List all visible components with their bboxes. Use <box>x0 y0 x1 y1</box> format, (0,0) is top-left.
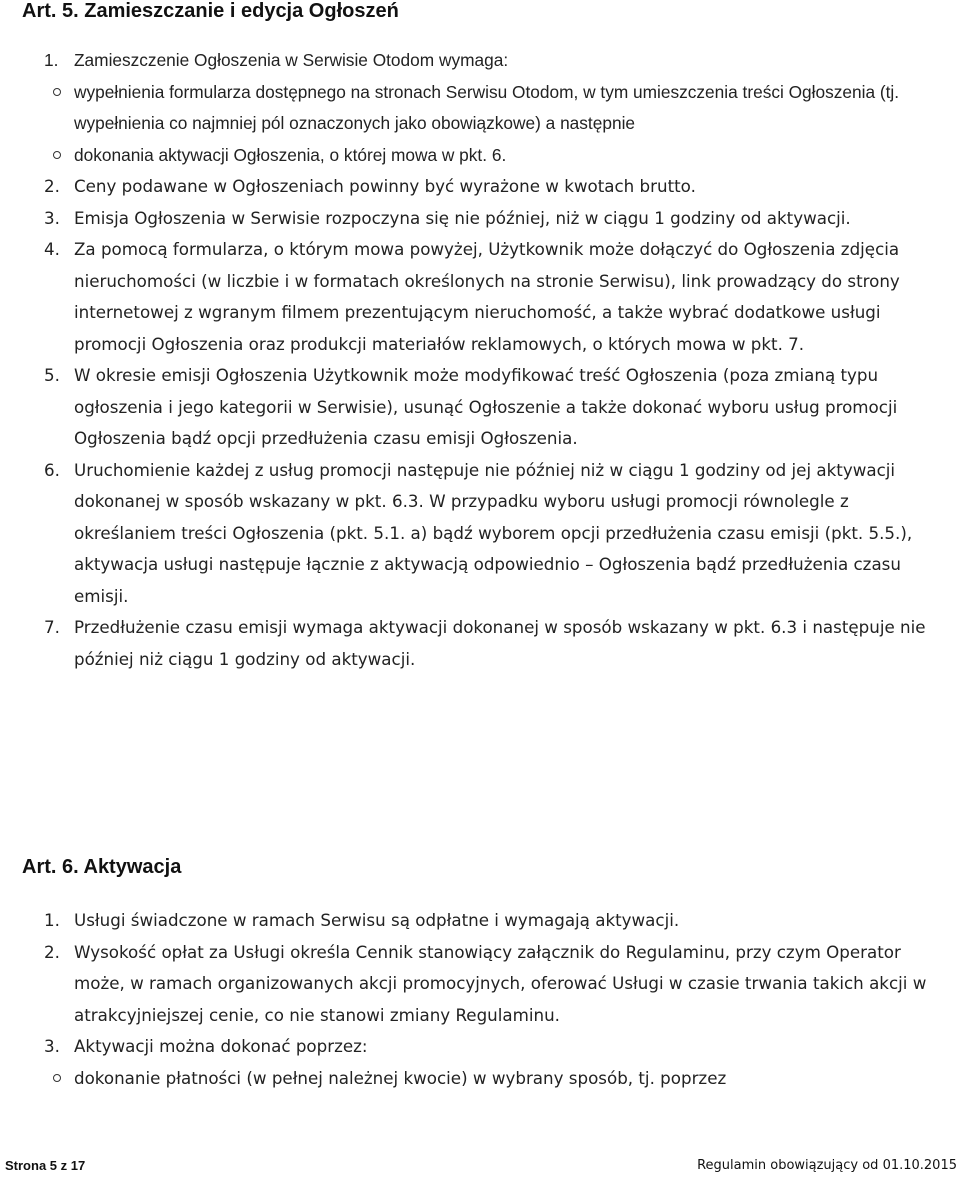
list-item <box>22 905 942 937</box>
list-item <box>22 171 942 203</box>
item-number: 4. <box>44 239 60 259</box>
item-number: 7. <box>44 617 60 637</box>
list-item <box>22 1031 942 1094</box>
list-item <box>22 45 942 171</box>
item-number: 2. <box>44 176 60 196</box>
list-item <box>22 455 942 613</box>
article-5-list <box>22 45 942 675</box>
item-text: Przedłużenie czasu emisji wymaga aktywacji dokonanej w sposób wskazany w pkt. 6.3 i następuje nie później niż ciągu 1 godziny od aktywacji. <box>74 617 926 669</box>
list-item <box>22 937 942 1032</box>
list-item <box>22 203 942 235</box>
sub-item-text: dokonania aktywacji Ogłoszenia, o której mowa w pkt. 6. <box>74 144 507 165</box>
item-number: 3. <box>44 1036 60 1056</box>
item-text: Uruchomienie każdej z usług promocji następuje nie później niż w ciągu 1 godziny od jej aktywacji dokonanej w sposób wskazany w pkt. 6.3. W przypadku wyboru usługi promocji równolegle z określaniem treści Ogłoszenia (pkt. 5.1. a) bądź wyborem opcji przedłużenia czasu emisji (pkt. 5.5.), aktywacja usługi następuje łącznie z aktywacją odpowiednio – Ogłoszenia bądź przedłużenia czasu emisji. <box>74 459 913 606</box>
item-text: Aktywacji można dokonać poprzez: <box>74 1036 368 1056</box>
article-5-heading: Art. 5. Zamieszczanie i edycja Ogłoszeń <box>22 0 399 22</box>
item-text: Emisja Ogłoszenia w Serwisie rozpoczyna się nie później, niż w ciągu 1 godziny od aktywacji. <box>74 207 851 228</box>
article-6-heading: Art. 6. Aktywacja <box>22 856 182 878</box>
article-6-list <box>22 905 942 1094</box>
item-text: W okresie emisji Ogłoszenia Użytkownik może modyfikować treść Ogłoszenia (poza zmianą typu ogłoszenia i jego kategorii w Serwisie), usunąć Ogłoszenie a także dokonać wyboru usług promocji Ogłoszenia bądź opcji przedłużenia czasu emisji Ogłoszenia. <box>74 365 898 448</box>
sub-item-text: wypełnienia formularza dostępnego na stronach Serwisu Otodom, w tym umieszczenia treści Ogłoszenia (tj. wypełnienia co najmniej pól oznaczonych jako obowiązkowe) a następnie <box>74 81 900 133</box>
item-text: Wysokość opłat za Usługi określa Cennik stanowiący załącznik do Regulaminu, przy czym Operator może, w ramach organizowanych akcji promocyjnych, oferować Usługi w czasie trwania takich akcji w atrakcyjniejszej cenie, co nie stanowi zmiany Regulaminu. <box>74 941 927 1025</box>
item-number: 6. <box>44 459 60 480</box>
item-text: Ceny podawane w Ogłoszeniach powinny być wyrażone w kwotach brutto. <box>74 176 696 196</box>
circle-bullet-icon <box>53 88 61 96</box>
circle-bullet-icon <box>53 1074 61 1082</box>
page-number: Strona 5 z 17 <box>5 1158 86 1173</box>
sub-list <box>22 1063 942 1095</box>
circle-bullet-icon <box>53 151 61 159</box>
item-number: 1. <box>44 910 60 930</box>
sub-item-text: dokonanie płatności (w pełnej należnej kwocie) w wybrany sposób, tj. poprzez <box>74 1067 727 1088</box>
item-number: 3. <box>44 207 60 228</box>
list-item <box>22 612 942 675</box>
item-number: 2. <box>44 941 60 962</box>
item-text: Za pomocą formularza, o którym mowa powyżej, Użytkownik może dołączyć do Ogłoszenia zdjęcia nieruchomości (w liczbie i w formatach określonych na stronie Serwisu), link prowadzący do strony internetowej z wgranym filmem prezentującym nieruchomość, a także wybrać dodatkowe usługi promocji Ogłoszenia oraz produkcji materiałów reklamowych, o których mowa w pkt. 7. <box>74 239 900 354</box>
item-number: 1. <box>44 50 59 70</box>
sub-list-item <box>22 140 942 172</box>
item-text: Usługi świadczone w ramach Serwisu są odpłatne i wymagają aktywacji. <box>74 910 680 930</box>
sub-list-item <box>22 1063 942 1095</box>
sub-list-item <box>22 77 942 140</box>
sub-list <box>22 77 942 172</box>
item-text: Zamieszczenie Ogłoszenia w Serwisie Otodom wymaga: <box>74 50 509 70</box>
list-item <box>22 360 942 455</box>
list-item <box>22 234 942 360</box>
document-version: Regulamin obowiązujący od 01.10.2015 <box>697 1158 957 1173</box>
item-number: 5. <box>44 365 60 385</box>
